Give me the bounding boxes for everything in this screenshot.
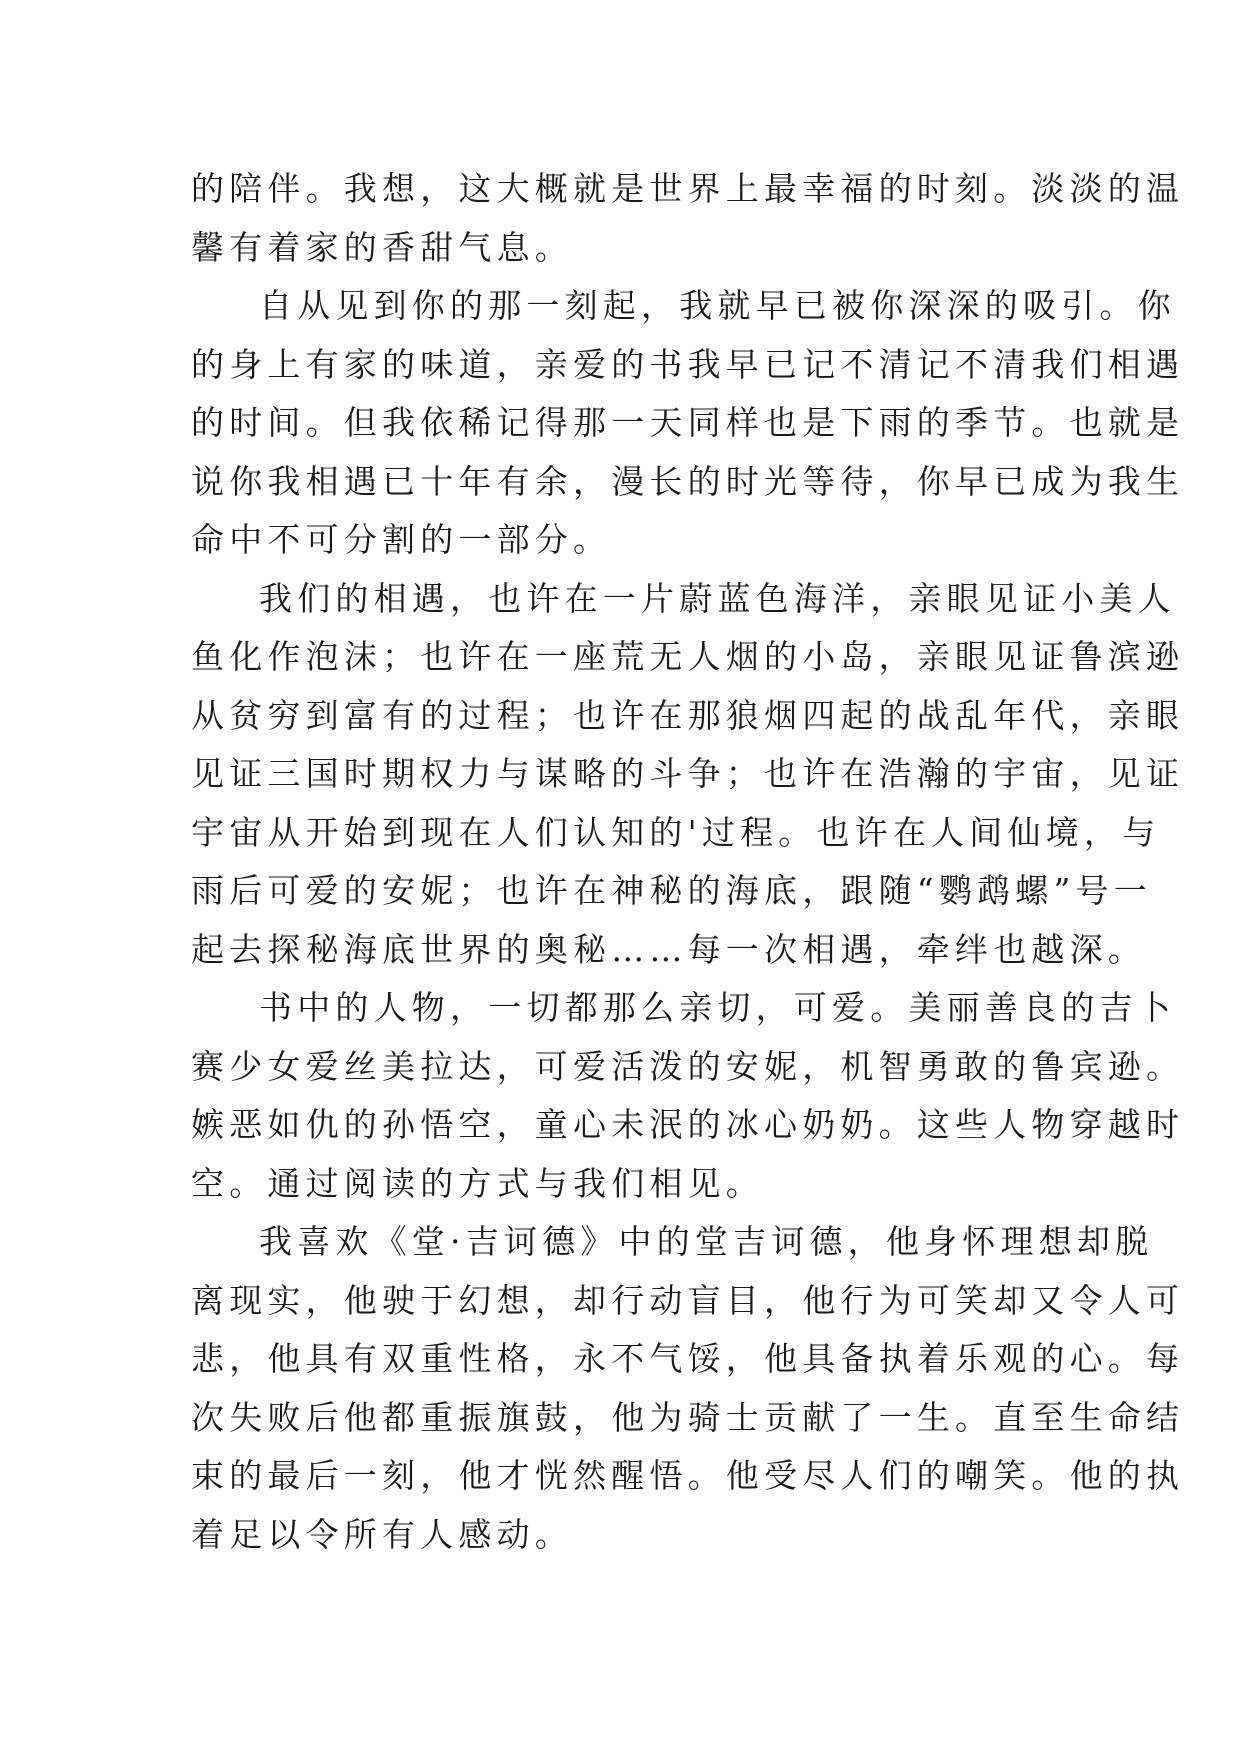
text-line: 从贫穷到富有的过程；也许在那狼烟四起的战乱年代，亲眼 xyxy=(191,695,1185,735)
text-line: 的身上有家的味道，亲爱的书我早已记不清记不清我们相遇 xyxy=(191,344,1185,384)
text-line: 宇宙从开始到现在人们认知的'过程。也许在人间仙境，与 xyxy=(191,812,1161,852)
paragraph-start-line: 我们的相遇，也许在一片蔚蓝色海洋，亲眼见证小美人 xyxy=(259,578,1176,618)
text-line: 的时间。但我依稀记得那一天同样也是下雨的季节。也就是 xyxy=(191,403,1185,442)
text-line: 起去探秘海底世界的奥秘……每一次相遇，牵绊也越深。 xyxy=(191,929,1146,969)
text-line: 鱼化作泡沫；也许在一座荒无人烟的小岛，亲眼见证鲁滨逊 xyxy=(191,637,1185,676)
text-line: 的陪伴。我想，这大概就是世界上最幸福的时刻。淡淡的温 xyxy=(191,169,1185,208)
text-line: 次失败后他都重振旗鼓，他为骑士贡献了一生。直至生命结 xyxy=(191,1397,1185,1437)
text-line: 见证三国时期权力与谋略的斗争；也许在浩瀚的宇宙，见证 xyxy=(191,754,1185,793)
paragraph-start-line: 我喜欢《堂·吉诃德》中的堂吉诃德，他身怀理想却脱 xyxy=(259,1222,1154,1261)
text-line: 离现实，他驶于幻想，却行动盲目，他行为可笑却又令人可 xyxy=(191,1280,1185,1320)
text-line: 说你我相遇已十年有余，漫长的时光等待，你早已成为我生 xyxy=(191,461,1185,501)
text-line: 着足以令所有人感动。 xyxy=(191,1514,573,1554)
text-line: 馨有着家的香甜气息。 xyxy=(191,227,573,267)
document-body xyxy=(191,160,1185,1564)
paragraph-start-line: 书中的人物，一切都那么亲切，可爱。美丽善良的吉卜 xyxy=(259,988,1176,1027)
text-line: 束的最后一刻，他才恍然醒悟。他受尽人们的嘲笑。他的执 xyxy=(191,1456,1185,1495)
text-line: 命中不可分割的一部分。 xyxy=(191,520,612,559)
text-line: 赛少女爱丝美拉达，可爱活泼的安妮，机智勇敢的鲁宾逊。 xyxy=(191,1046,1185,1086)
paragraph-start-line: 自从见到你的那一刻起，我就早已被你深深的吸引。你 xyxy=(259,286,1176,325)
text-line: 嫉恶如仇的孙悟空，童心未泯的冰心奶奶。这些人物穿越时 xyxy=(191,1105,1185,1144)
text-line: 雨后可爱的安妮；也许在神秘的海底，跟随“鹦鹉螺”号一 xyxy=(191,871,1152,910)
text-line: 悲，他具有双重性格，永不气馁，他具备执着乐观的心。每 xyxy=(191,1339,1185,1378)
text-line: 空。通过阅读的方式与我们相见。 xyxy=(191,1163,764,1203)
